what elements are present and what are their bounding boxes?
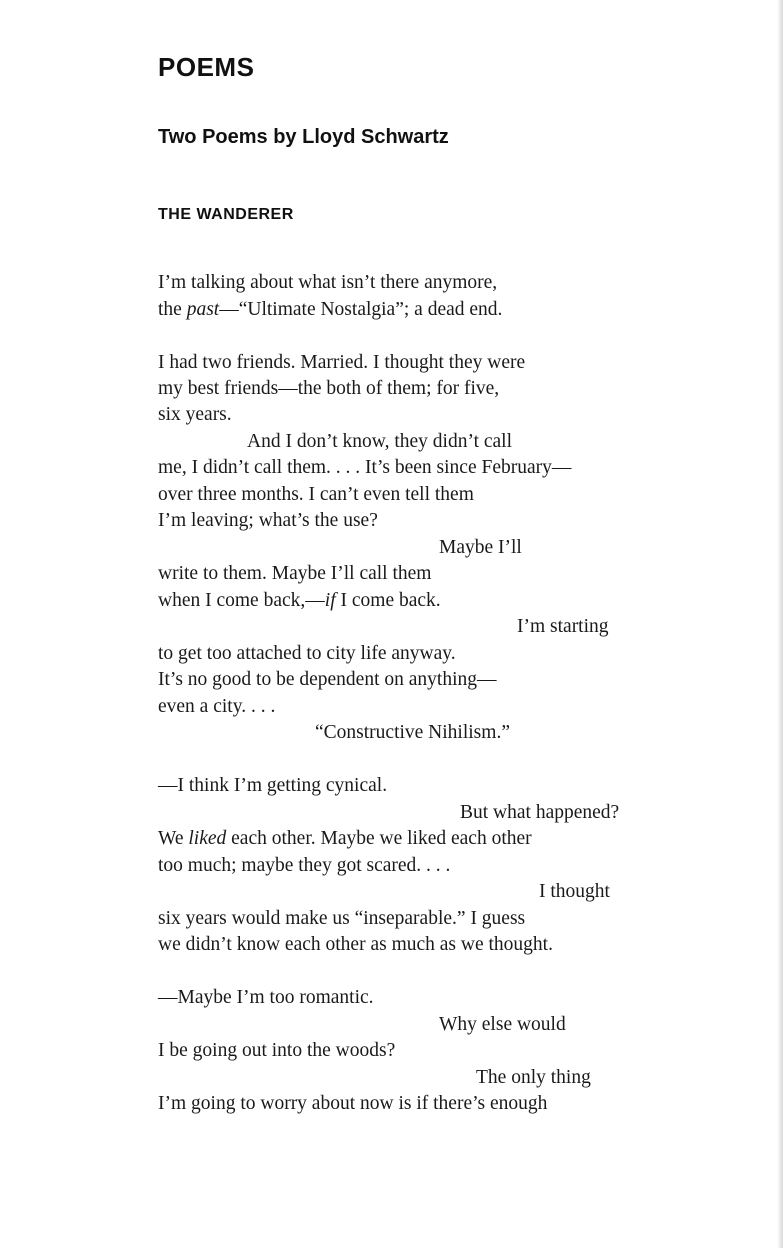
poem-title: THE WANDERER: [158, 206, 294, 223]
poem-line: six years.: [158, 404, 232, 425]
poem-line: I’m starting: [517, 616, 609, 637]
poem-line: even a city. . . .: [158, 696, 276, 717]
poem-line: my best friends—the both of them; for five,: [158, 378, 500, 399]
poem-line: “Constructive Nihilism.”: [315, 722, 510, 743]
poem-line: But what happened?: [460, 802, 620, 823]
poem-line: the past—“Ultimate Nostalgia”; a dead end.: [158, 299, 503, 320]
page-edge-shadow: [777, 0, 783, 1248]
poem-line: when I come back,—if I come back.: [158, 590, 441, 611]
poem-line: to get too attached to city life anyway.: [158, 643, 456, 664]
poem-line: me, I didn’t call them. . . . It’s been since February—: [158, 457, 572, 478]
poem-line: And I don’t know, they didn’t call: [247, 431, 513, 452]
poem-line: I’m leaving; what’s the use?: [158, 510, 378, 531]
poems-subtitle: Two Poems by Lloyd Schwartz: [158, 126, 449, 148]
poem-line: The only thing: [476, 1067, 591, 1088]
poem-line: I be going out into the woods?: [158, 1040, 396, 1061]
poem-line: too much; maybe they got scared. . . .: [158, 855, 451, 876]
poem-line: Maybe I’ll: [439, 537, 522, 558]
poem-line: Why else would: [439, 1014, 566, 1035]
section-heading: POEMS: [158, 52, 255, 82]
poem-line: It’s no good to be dependent on anything—: [158, 669, 497, 690]
poem-line: write to them. Maybe I’ll call them: [158, 563, 432, 584]
poem-line: I had two friends. Married. I thought they were: [158, 352, 526, 373]
poem-line: I’m going to worry about now is if there’s enough: [158, 1093, 548, 1114]
poem-line: I’m talking about what isn’t there anymore,: [158, 272, 498, 293]
poem-line: We liked each other. Maybe we liked each other: [158, 828, 532, 849]
poem-line: —Maybe I’m too romantic.: [158, 987, 374, 1008]
poem-line: we didn’t know each other as much as we thought.: [158, 934, 553, 955]
poem-line: six years would make us “inseparable.” I guess: [158, 908, 526, 929]
poem-line: —I think I’m getting cynical.: [158, 775, 388, 796]
poem-line: over three months. I can’t even tell them: [158, 484, 474, 505]
poem-line: I thought: [539, 881, 610, 902]
